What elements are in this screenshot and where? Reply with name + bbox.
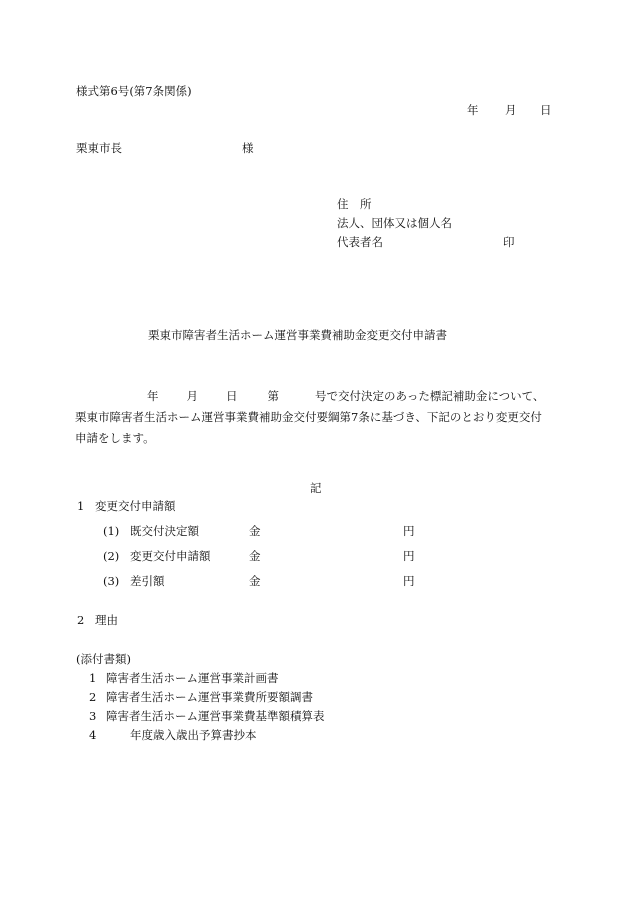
attachment4-number: 4: [89, 728, 97, 742]
body-line1-rest: 号で交付決定のあった標記補助金について、: [315, 389, 545, 403]
item2-kin: 金: [249, 549, 261, 563]
representative-label: 代表者名: [337, 235, 383, 249]
form-number: 様式第6号(第7条関係): [76, 84, 192, 98]
item3-kin: 金: [249, 574, 261, 588]
attachment1-number: 1: [89, 671, 97, 685]
section1-title: 変更交付申請額: [95, 499, 176, 513]
item2-yen: 円: [403, 549, 415, 563]
attachment2-number: 2: [89, 690, 97, 704]
item1-yen: 円: [403, 524, 415, 538]
item3-number: (3): [103, 574, 120, 588]
section2-number: 2: [77, 613, 85, 627]
document-title: 栗東市障害者生活ホーム運営事業費補助金変更交付申請書: [148, 328, 447, 342]
body-line3: 申請をします。: [75, 431, 155, 445]
addressee-name: 栗東市長: [76, 141, 122, 155]
seal-mark: 印: [503, 235, 515, 249]
item3-yen: 円: [403, 574, 415, 588]
attachment2-label: 障害者生活ホーム運営事業費所要額調書: [106, 690, 313, 704]
date-year-label: 年: [467, 103, 479, 117]
item1-label: 既交付決定額: [130, 524, 199, 538]
body-day: 日: [226, 389, 238, 403]
addressee-honorific: 様: [242, 141, 254, 155]
body-paragraph: [75, 386, 565, 449]
attachments-heading: (添付書類): [76, 652, 131, 666]
section1-number: 1: [77, 499, 85, 513]
body-line2: 栗東市障害者生活ホーム運営事業費補助金交付要綱第7条に基づき、下記のとおり変更交付: [75, 410, 542, 424]
body-year: 年: [147, 389, 159, 403]
section2-title: 理由: [95, 613, 118, 627]
date-month-label: 月: [505, 103, 517, 117]
entity-name-label: 法人、団体又は個人名: [337, 216, 452, 230]
item1-kin: 金: [249, 524, 261, 538]
body-month: 月: [186, 389, 198, 403]
ki-marker: 記: [310, 481, 322, 495]
item1-number: (1): [103, 524, 120, 538]
attachment3-label: 障害者生活ホーム運営事業費基準額積算表: [106, 709, 325, 723]
attachment1-label: 障害者生活ホーム運営事業計画書: [106, 671, 279, 685]
attachment3-number: 3: [89, 709, 97, 723]
body-dai: 第: [267, 389, 279, 403]
item3-label: 差引額: [130, 574, 165, 588]
item2-number: (2): [103, 549, 120, 563]
address-label: 住 所: [337, 197, 372, 211]
item2-label: 変更交付申請額: [130, 549, 211, 563]
attachment4-label: 年度歳入歳出予算書抄本: [130, 728, 257, 742]
date-day-label: 日: [540, 103, 552, 117]
